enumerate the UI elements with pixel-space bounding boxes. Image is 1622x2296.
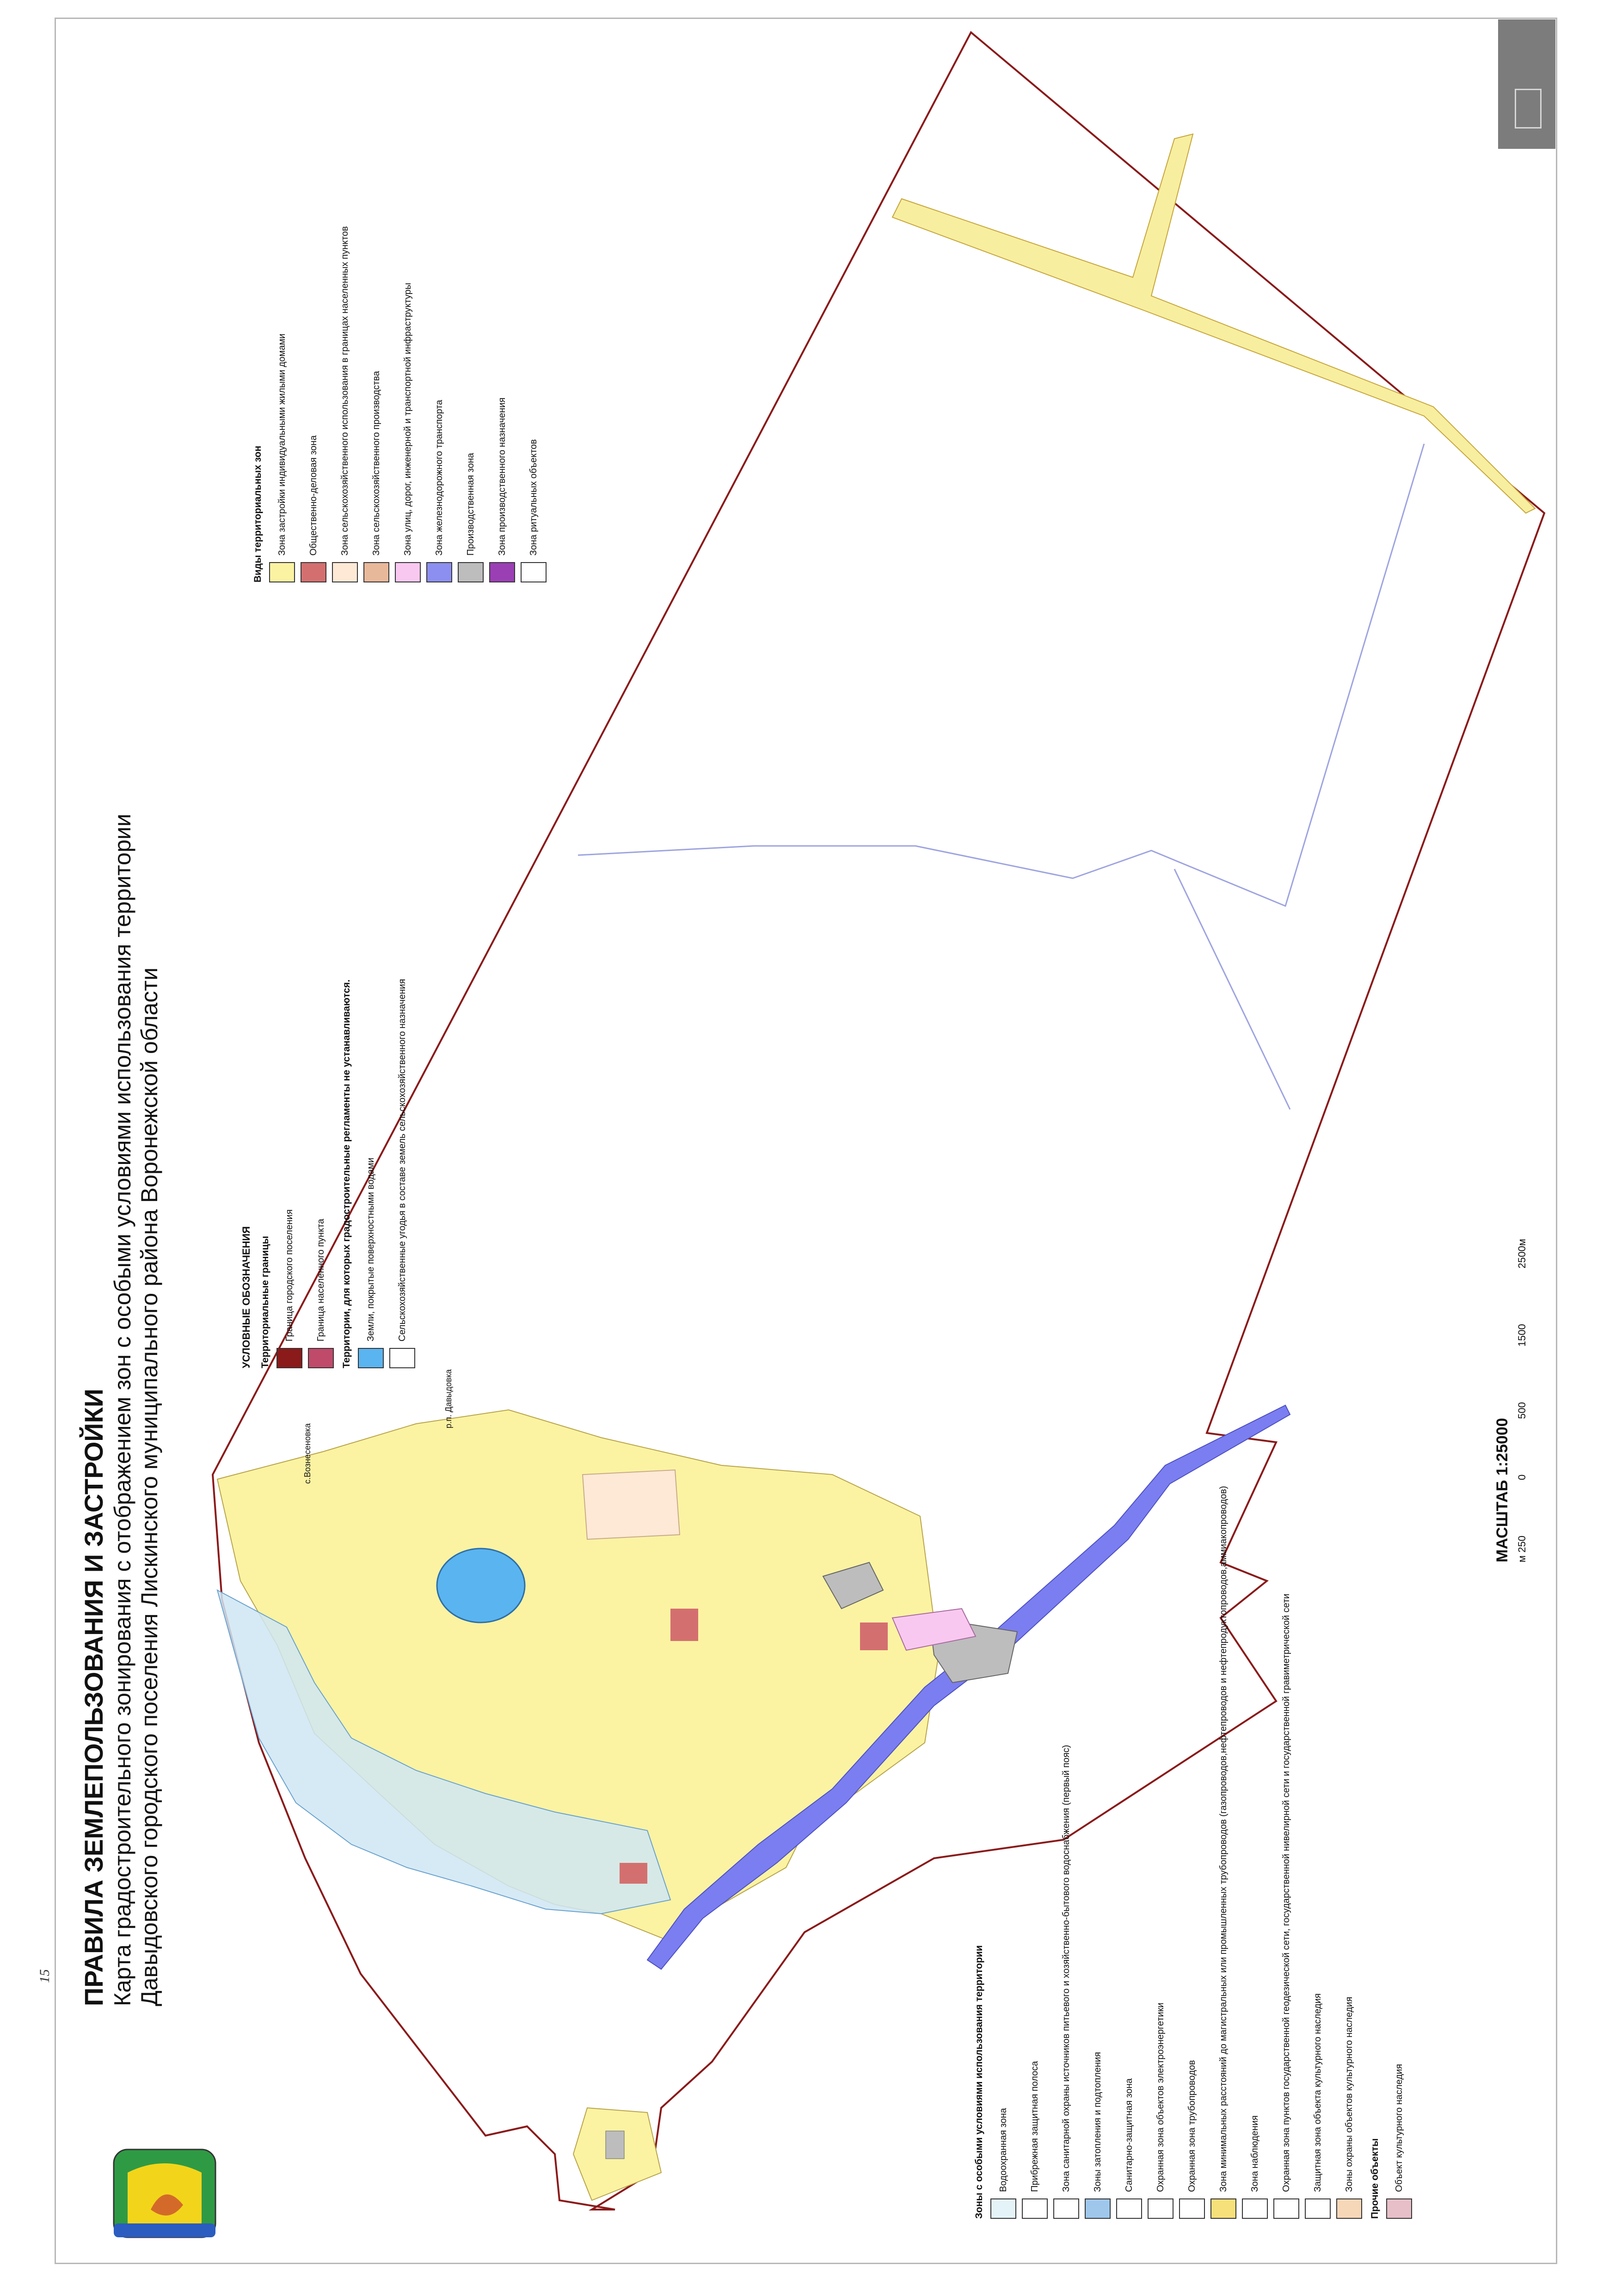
legend-label: Зона наблюдения [1250,2115,1260,2192]
legend-label: Санитарно-защитная зона [1124,2078,1134,2192]
legend-label: Зона сельскохозяйственного использования в границах населенных пунктов [340,226,350,556]
legend-label: Зона железнодорожного транспорта [434,399,444,556]
legend-label: Защитная зона объекта культурного наследия [1313,1993,1323,2192]
stamp-icon [1515,89,1542,129]
legend-swatch [1053,2198,1079,2219]
legend-label: Зоны охраны объектов культурного наследия [1344,1996,1354,2192]
legend-label: Охранная зона объектов электроэнергетики [1155,2002,1166,2192]
legend-heading: УСЛОВНЫЕ ОБОЗНАЧЕНИЯ [240,1226,252,1368]
legend-label: Охранная зона пунктов государственной геодезической сети, государственной нивелирной сети и государственной гравиметрической сети [1281,1593,1291,2192]
public-zone [670,1609,698,1641]
agro-zone [583,1470,680,1539]
stamp [1498,19,1555,149]
legend-item [1085,1248,1111,2219]
legend-swatch [1273,2198,1299,2219]
legend-swatch [1148,2198,1173,2219]
legend-item [1386,1248,1412,2219]
industrial-zone [606,2131,624,2159]
legend-section-title: Прочие объекты [1370,2138,1380,2219]
legend-item [1273,1248,1299,2219]
legend-label: Зона минимальных расстояний до магистральных или промышленных трубопроводов (газопроводов,нефтепроводов и нефтепродуктопроводов,аммиакопроводов) [1218,1486,1229,2192]
legend-swatch [269,562,295,582]
scale-tick: 1500 [1516,1324,1528,1347]
coat-of-arms-icon [109,2145,220,2242]
legend-item [395,0,421,582]
legend-item [426,0,452,582]
legend-label: Охранная зона трубопроводов [1187,2060,1197,2192]
legend-swatch [1116,2198,1142,2219]
title-block [79,814,163,2006]
legend-item [1242,1248,1268,2219]
scale-title: МАСШТАБ 1:25000 [1493,1418,1511,1562]
title-line1: Карта градостроительного зонирования с отображением зон с особыми условиями использования территории [110,814,135,2006]
legend-section-title: Виды территориальных зон [252,446,263,582]
legend-swatch [301,562,326,582]
legend-item [332,0,358,582]
legend-swatch [521,562,547,582]
legend-swatch [395,562,421,582]
legend-swatch [1022,2198,1048,2219]
public-zone [620,1863,647,1884]
title-line2: Давыдовского городского поселения Лискинского муниципального района Воронежской области [136,967,162,2006]
legend-item [1116,1248,1142,2219]
legend-item [458,0,484,582]
legend-item [1022,1248,1048,2219]
legend-swatch [1210,2198,1236,2219]
legend-item [1305,1248,1331,2219]
legend-swatch [389,1348,415,1368]
legend-item [1053,1248,1079,2219]
scale-unit-left: м 250 [1516,1536,1528,1562]
legend-swatch [363,562,389,582]
scale-bar [1493,1239,1528,1562]
district-road [578,444,1424,906]
legend-swatch [489,562,515,582]
legend-label: Водоохранная зона [998,2108,1008,2192]
legend-swatch [276,1348,302,1368]
legend-item [363,0,389,582]
legend-label: Объект культурного наследия [1394,2064,1404,2192]
legend-zones [245,0,552,582]
page-number: 15 [37,1969,52,1983]
legend-label: Сельскохозяйственные угодья в составе земель сельскохозяйственного назначения [397,979,407,1341]
legend-swatch [1179,2198,1205,2219]
legend-item [521,0,547,582]
legend-swatch [332,562,358,582]
legend-label: Зона ритуальных объектов [528,439,539,556]
legend-label: Общественно-деловая зона [308,435,319,556]
legend-label: Зона улиц, дорог, инженерной и транспортной инфраструктуры [403,282,413,556]
legend-swatch [426,562,452,582]
legend-item [1179,1248,1205,2219]
legend-label: Зона застройки индивидуальными жилыми домами [277,333,287,556]
legend-item [269,0,295,582]
river-label: р.п. Давыдовка [444,1369,453,1428]
legend-label: Граница городского поселения [284,1209,295,1341]
legend-label: Зона сельскохозяйственного производства [371,371,381,556]
village-label: с.Вознесеновка [303,1423,312,1484]
legend-swatch [308,1348,334,1368]
legend-section-title: Территориальные границы [260,1236,270,1368]
legend-swatch [1242,2198,1268,2219]
district-road [1174,869,1290,1109]
scale-tick: 500 [1516,1402,1528,1419]
legend-swatch [1336,2198,1362,2219]
scale-tick: 0 [1516,1474,1528,1481]
public-zone [860,1623,888,1650]
legend-restrictions [966,1248,1418,2219]
lake [437,1549,525,1623]
legend-label: Зона производственного назначения [497,398,507,556]
legend-swatch [1305,2198,1331,2219]
legend-item [1336,1248,1362,2219]
legend-label: Зона санитарной охраны источников питьевого и хозяйственно-бытового водоснабжения (первый пояс) [1061,1745,1071,2192]
legend-section-title: Территории, для которых градостроительные регламенты не устанавливаются. [341,979,352,1368]
legend-swatch [1085,2198,1111,2219]
legend-item [1210,1248,1236,2219]
legend-label: Производственная зона [466,453,476,556]
legend-item [489,0,515,582]
legend-label: Земли, покрытые поверхностными водами [366,1157,376,1341]
legend-item [301,0,326,582]
legend-swatch [1386,2198,1412,2219]
scale-tick: 2500м [1516,1239,1528,1269]
legend-swatch [458,562,484,582]
legend-item [1148,1248,1173,2219]
legend-swatch [990,2198,1016,2219]
legend-label: Прибрежная защитная полоса [1030,2061,1040,2192]
legend-swatch [358,1348,384,1368]
road-strip [892,134,1535,513]
legend-section-title: Зоны с особыми условиями использования территории [974,1945,984,2219]
title-main: ПРАВИЛА ЗЕМЛЕПОЛЬЗОВАНИЯ И ЗАСТРОЙКИ [79,1389,108,2006]
legend-item [990,1248,1016,2219]
legend-label: Зоны затопления и подтопления [1093,2052,1103,2192]
legend-label: Граница населенного пункта [316,1218,326,1341]
